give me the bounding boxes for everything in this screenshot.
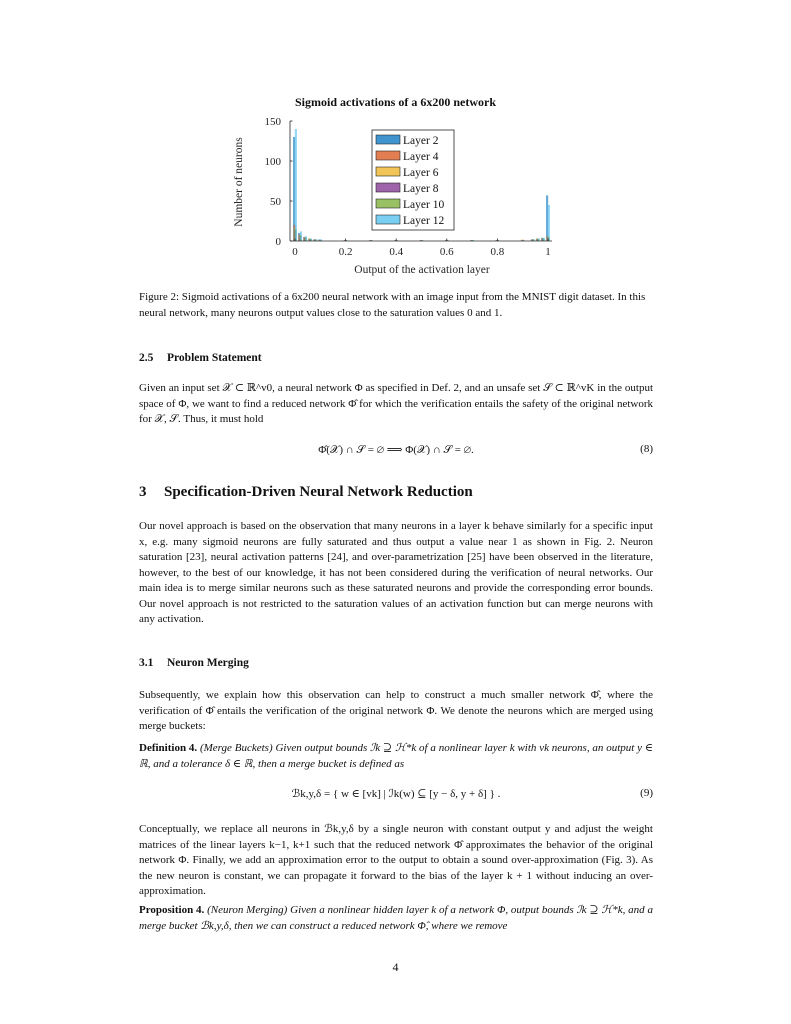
legend-label: Layer 10 [403,199,445,211]
x-tick-label: 1 [545,246,551,258]
proposition-text: (Neuron Merging) Given a nonlinear hidden layer k of a network Φ, output bounds ℐk ⊇ ℋ*k, and a merge bucket ℬk,y,δ, then we can construct a reduced network Φ̂, where we remove [139,904,653,932]
x-tick-label: 0.2 [338,246,353,258]
section-title: Specification-Driven Neural Network Reduction [164,484,473,500]
x-tick-label: 0.6 [439,246,454,258]
equation-9-number: (9) [640,787,653,799]
section-heading-2-5 [139,352,262,364]
bar-layer-12-1 [300,231,302,241]
equation-8-number: (8) [640,443,653,455]
bar-layer-12-0 [295,129,297,241]
legend-swatch [376,135,400,144]
histogram-chart [0,0,791,285]
conceptual-paragraph: Conceptually, we replace all neurons in ℬk,y,δ by a single neuron with constant output y and adjust the weight matrices of the linear layers k−1, k+1 such that the reduced network Φ̂ approximates the behavior of the original network Φ. Finally, we add an approximation error to the output to obtain a sound over-approximation (Fig. 3). As the new neuron is constant, we can propagate it forward to the bias of the layer k + 1 without inducing an over-approximation. [139,823,653,897]
section-3-paragraph: Our novel approach is based on the observation that many neurons in a layer k behave similarly for a specific input x, e.g. many sigmoid neurons are fully saturated and thus output a value near 1 as shown in Fig. 2. Neuron saturation [23], neural activation patterns [24], and over-parametrization [25] have been observed in the literature, however, to the best of our knowledge, it has not been considered during the verification of neural networks. Our main idea is to merge similar neurons such as these saturated neurons and provide the corresponding error bounds. Our novel approach is not restricted to the saturation values of an activation function but can merge neurons with any activation. [139,520,653,625]
legend-swatch [376,167,400,176]
legend-swatch [376,183,400,192]
legend-label: Layer 6 [403,167,439,179]
y-tick-label: 100 [264,156,281,168]
legend-label: Layer 4 [403,151,439,163]
legend-swatch [376,151,400,160]
equation-9: ℬk,y,δ = { w ∈ [vk] | ℐk(w) ⊆ [y − δ, y + δ] } . [291,788,501,800]
bar-layer-12-17 [548,205,550,241]
x-axis-label: Output of the activation layer [354,264,490,276]
figure-title: Sigmoid activations of a 6x200 network [295,95,496,109]
bar-layer-12-16 [543,238,545,241]
section-title: Problem Statement [167,352,262,364]
section-number: 2.5 [139,352,154,364]
proposition-4 [139,903,653,934]
figure-caption: Figure 2: Sigmoid activations of a 6x200 neural network with an image input from the MNIST digit dataset. In this neural network, many neurons output values close to the saturation values 0 and 1. [139,291,646,319]
y-tick-label: 150 [264,116,281,128]
neuron-merging-paragraph: Subsequently, we explain how this observation can help to construct a much smaller network Φ̂, where the verification of Φ̂ entails the verification of the original network Φ. We denote the neurons which are merged using merge buckets: [139,689,653,732]
y-axis-label: Number of neurons [233,137,245,227]
y-tick-label: 0 [275,236,281,248]
proposition-label: Proposition 4. [139,904,205,916]
definition-label: Definition 4. [139,742,198,754]
section-number: 3 [139,484,147,500]
definition-4 [139,741,653,772]
chart-legend [372,130,454,230]
problem-statement-paragraph: Given an input set 𝒳 ⊂ ℝ^v0, a neural network Φ as specified in Def. 2, and an unsafe set 𝒮 ⊂ ℝ^vK in the output space of Φ, we want to find a reduced network Φ̂ for which the verification entails the safety of the original network for 𝒳, 𝒮. Thus, it must hold [139,382,653,425]
definition-text: (Merge Buckets) Given output bounds ℐk ⊇ ℋ*k of a nonlinear layer k with vk neurons, an output y ∈ ℝ, and a tolerance δ ∈ ℝ, then a merge bucket is defined as [139,742,654,770]
section-heading-3 [139,484,473,501]
legend-label: Layer 8 [403,183,439,195]
section-number: 3.1 [139,657,154,669]
page-number: 4 [392,960,399,974]
legend-swatch [376,215,400,224]
x-tick-label: 0.4 [389,246,404,258]
legend-label: Layer 2 [403,135,439,147]
y-tick-label: 50 [270,196,281,208]
equation-8: Φ̂(𝒳) ∩ 𝒮 = ∅ ⟹ Φ(𝒳) ∩ 𝒮 = ∅. [318,444,474,456]
legend-label: Layer 12 [403,215,445,227]
section-heading-3-1 [139,657,249,669]
section-title: Neuron Merging [167,657,249,669]
x-tick-label: 0 [292,246,298,258]
legend-swatch [376,199,400,208]
x-tick-label: 0.8 [490,246,505,258]
bar-layer-12-2 [305,236,307,241]
